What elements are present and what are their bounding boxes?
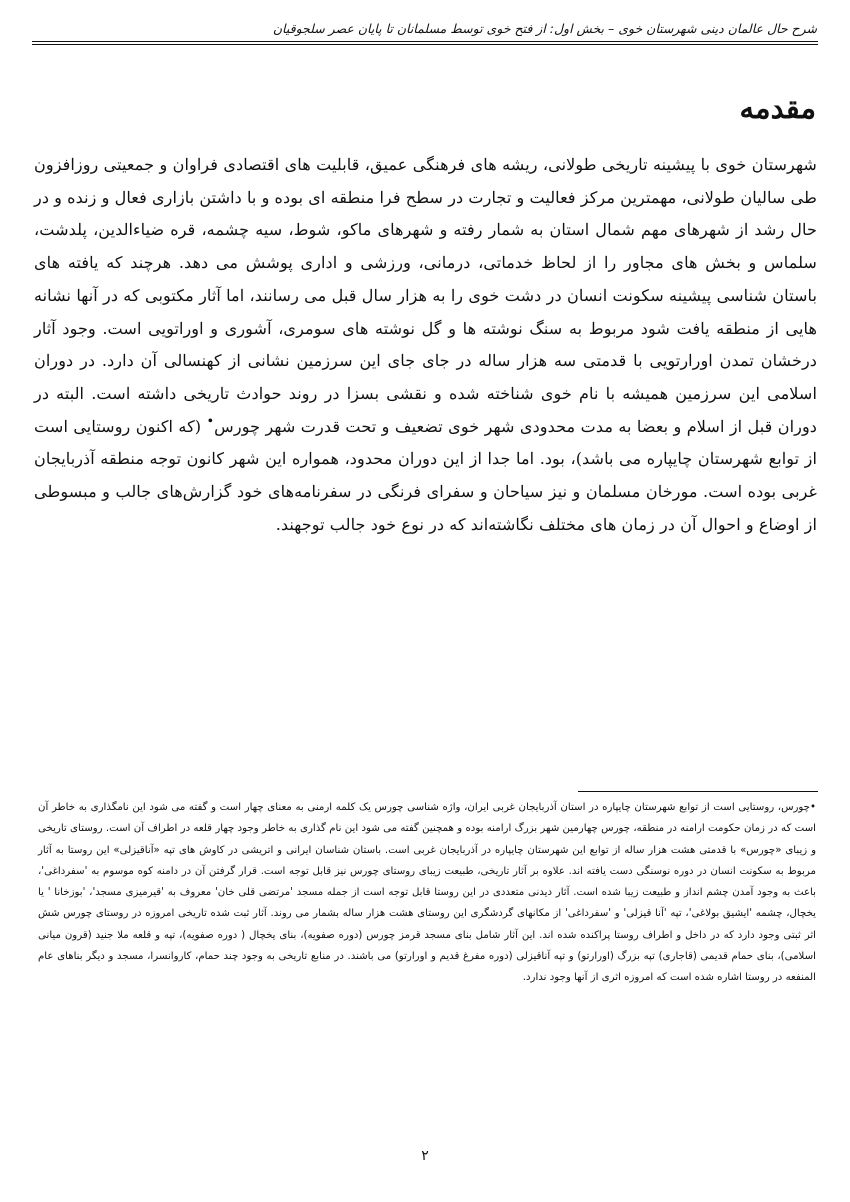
footnote-mark: • <box>206 414 215 430</box>
footnote-text: •چورس، روستایی است از توابع شهرستان چایپاره در استان آذربایجان غربی ایران، واژه شناسی چورس یک کلمه ارمنی به معنای چهار است و گفته می شود این نامگذاری به خاطر آن است که در زمان حکومت ارامنه در منطقه، چورس چهارمین شهر بزرگ ارامنه بوده و همچنین گفته می شود این نام گذاری به خاطر وجود چهار قلعه در اطراف آن است. روستای تاریخی و زیبای «چورس» با قدمتی هشت هزار ساله از توابع این شهرستان چایپاره در آذربایجان غربی است. باستان شناسان ایرانی و اتریشی در کاوش های تپه «آناقیزلی» این روستا به آثار مربوط به سکونت انسان در دوره نوسنگی دست یافته اند. علاوه بر آثار تاریخی، طبیعت زیبای روستای چورس نیز قابل توجه است. قرار گرفتن آن در دامنه کوه موسوم به 'سفرداغی'، باعث به وجود آمدن چشم انداز و طبیعت زیبا شده است. آثار دیدنی متعددی در این روستا قابل توجه است از جمله مسجد 'مرتضی قلی خان' معروف به 'قیرمیزی مسجد'، 'بوزخانا ' یا یخچال، چشمه 'ایشیق بولاغی'، تپه 'آنا قیزلی' و 'سفرداغی' از مکانهای گردشگری این روستای هشت هزار ساله بشمار می روند. آثار ثبت شده تاریخی امروزه در روستای چورس شش اثر ثبتی وجود دارد که در داخل و اطراف روستا پراکنده شده اند. این آثار شامل بنای مسجد قرمز چورس (دوره صفویه)، بنای یخچال ( دوره صفویه)، تپه و قلعه ملا جنید (قرون میانی اسلامی)، بنای حمام قدیمی (قاجاری) تپه بزرگ (اورارتو) و تپه آناقیزلی (دوره مفرغ قدیم و اورارتو) می باشند. در منابع تاریخی به وجود چند حمام، کاروانسرا، مسجد و دیگر بناهای عام المنفعه در روستا اشاره شده است که امروزه اثری از آنها وجود ندارد. <box>38 802 816 984</box>
header-rule <box>32 41 818 45</box>
body-paragraph <box>34 149 817 541</box>
running-header: شرح حال عالمان دینی شهرستان خوی – بخش اول: از فتح خوی توسط مسلمانان تا پایان عصر سلجوقیان <box>272 21 817 36</box>
section-title: مقدمه <box>739 91 816 125</box>
footnote-rule <box>578 791 818 792</box>
body-text-before-mark: شهرستان خوی با پیشینه تاریخی طولانی، ریشه های فرهنگی عمیق، قابلیت های اقتصادی فراوان و جمعیتی روزافزون طی سالیان طولانی، مهمترین مرکز فعالیت و تجارت در سطح فرا منطقه ای بوده و با داشتن بازاری فعال و زنده و در حال رشد از شهرهای مهم شمال استان به شمار رفته و شهرهای ماکو، شوط، سیه چشمه، قره ضیاءالدین، پلدشت، سلماس و بخش های مجاور را از لحاظ خدماتی، درمانی، ورزشی و اداری پوشش می دهد. هرچند که یافته های باستان شناسی پیشینه سکونت انسان در دشت خوی را به هزار سال قبل می رسانند، اما آثار مکتوبی که در آنها نشانه هایی از منطقه یافت شود مربوط به سنگ نوشته ها و گل نوشته های سومری، آشوری و اوراتویی است. وجود آثار درخشان تمدن اورارتویی با قدمتی سه هزار ساله در جای جای این سرزمین نشانی از کهنسالی آن دارد. در دوران اسلامی این سرزمین همیشه با نام خوی شناخته شده و نقشی بسزا در روند حوادث تاریخی داشته است. البته در دوران قبل از اسلام و بعضا به مدت محدودی شهر خوی تضعیف و تحت قدرت شهر چورس <box>34 155 817 436</box>
page-number: ۲ <box>421 1148 429 1164</box>
body-text-after-mark: (که اکنون روستایی است از توابع شهرستان چایپاره می باشد)، بود. اما جدا از این دوران محدود، همواره این شهر کانون توجه منطقه آذربایجان غربی بوده است. مورخان مسلمان و نیز سیاحان و سفرای فرنگی در سفرنامه‌های خود گزارش‌های جالب و مبسوطی از اوضاع و احوال آن در زمان های مختلف نگاشته‌اند که در نوع خود جالب توجهند. <box>34 416 817 534</box>
